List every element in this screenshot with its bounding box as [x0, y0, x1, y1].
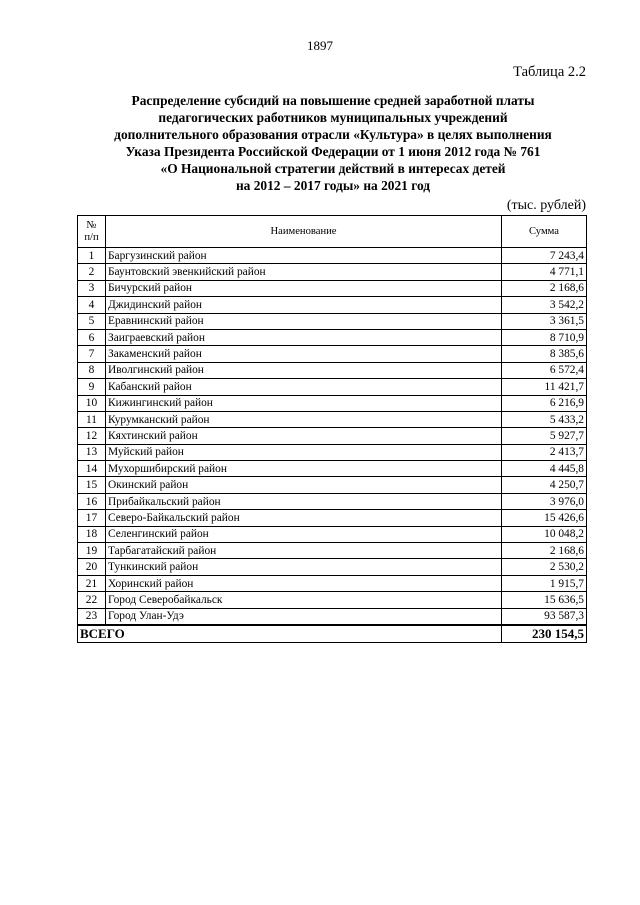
- row-name: Баргузинский район: [106, 248, 502, 264]
- row-num: 2: [78, 264, 106, 280]
- row-sum: 11 421,7: [502, 379, 587, 395]
- table-row: [78, 264, 587, 280]
- row-sum: 4 445,8: [502, 461, 587, 477]
- row-sum: 5 433,2: [502, 411, 587, 427]
- row-sum: 3 542,2: [502, 297, 587, 313]
- title-line: «О Национальной стратегии действий в интересах детей: [160, 161, 506, 176]
- row-name: Селенгинский район: [106, 526, 502, 542]
- total-sum: 230 154,5: [502, 625, 587, 643]
- page-number: 1897: [307, 38, 333, 53]
- row-name: Заиграевский район: [106, 329, 502, 345]
- row-name: Окинский район: [106, 477, 502, 493]
- table-row: [78, 461, 587, 477]
- row-num: 12: [78, 428, 106, 444]
- table-row: [78, 559, 587, 575]
- row-sum: 2 413,7: [502, 444, 587, 460]
- table-row: [78, 477, 587, 493]
- table-row: [78, 510, 587, 526]
- row-sum: 8 710,9: [502, 329, 587, 345]
- row-name: Бичурский район: [106, 280, 502, 296]
- row-name: Курумканский район: [106, 411, 502, 427]
- row-name: Город Северобайкальск: [106, 592, 502, 608]
- row-sum: 8 385,6: [502, 346, 587, 362]
- table-row: [78, 543, 587, 559]
- row-name: Иволгинский район: [106, 362, 502, 378]
- row-name: Еравнинский район: [106, 313, 502, 329]
- row-name: Тункинский район: [106, 559, 502, 575]
- row-sum: 10 048,2: [502, 526, 587, 542]
- total-label: ВСЕГО: [78, 625, 502, 643]
- row-num: 5: [78, 313, 106, 329]
- table-row: [78, 313, 587, 329]
- header-num-line1: №: [86, 219, 97, 231]
- row-num: 23: [78, 608, 106, 625]
- row-num: 6: [78, 329, 106, 345]
- row-num: 13: [78, 444, 106, 460]
- total-row: [78, 625, 587, 643]
- row-name: Кижингинский район: [106, 395, 502, 411]
- row-num: 18: [78, 526, 106, 542]
- row-num: 9: [78, 379, 106, 395]
- table-row: [78, 280, 587, 296]
- row-name: Закаменский район: [106, 346, 502, 362]
- row-sum: 6 216,9: [502, 395, 587, 411]
- row-name: Джидинский район: [106, 297, 502, 313]
- row-num: 20: [78, 559, 106, 575]
- row-num: 4: [78, 297, 106, 313]
- row-sum: 2 168,6: [502, 280, 587, 296]
- table-row: [78, 379, 587, 395]
- row-sum: 4 250,7: [502, 477, 587, 493]
- row-sum: 2 168,6: [502, 543, 587, 559]
- row-sum: 4 771,1: [502, 264, 587, 280]
- row-num: 16: [78, 493, 106, 509]
- row-num: 15: [78, 477, 106, 493]
- row-num: 10: [78, 395, 106, 411]
- table-row: [78, 428, 587, 444]
- header-num: [78, 216, 106, 248]
- row-num: 22: [78, 592, 106, 608]
- table-row: [78, 444, 587, 460]
- title-line: на 2012 – 2017 годы» на 2021 год: [235, 178, 431, 193]
- subsidy-table: [77, 215, 587, 643]
- row-sum: 2 530,2: [502, 559, 587, 575]
- row-sum: 6 572,4: [502, 362, 587, 378]
- row-num: 1: [78, 248, 106, 264]
- table-row: [78, 608, 587, 625]
- table-row: [78, 329, 587, 345]
- table-row: [78, 411, 587, 427]
- row-num: 17: [78, 510, 106, 526]
- document-title: [70, 92, 596, 194]
- row-sum: 93 587,3: [502, 608, 587, 625]
- row-num: 8: [78, 362, 106, 378]
- row-sum: 3 361,5: [502, 313, 587, 329]
- row-num: 14: [78, 461, 106, 477]
- header-name: Наименование: [106, 216, 502, 248]
- table-row: [78, 592, 587, 608]
- row-name: Мухоршибирский район: [106, 461, 502, 477]
- row-name: Кяхтинский район: [106, 428, 502, 444]
- table-header-row: [78, 216, 587, 248]
- row-name: Северо-Байкальский район: [106, 510, 502, 526]
- row-name: Кабанский район: [106, 379, 502, 395]
- header-num-line2: п/п: [84, 231, 99, 243]
- row-name: Город Улан-Удэ: [106, 608, 502, 625]
- table-label: Таблица 2.2: [513, 64, 586, 80]
- row-sum: 7 243,4: [502, 248, 587, 264]
- row-num: 21: [78, 575, 106, 591]
- row-sum: 1 915,7: [502, 575, 587, 591]
- units-label: (тыс. рублей): [506, 198, 586, 213]
- row-sum: 5 927,7: [502, 428, 587, 444]
- row-sum: 15 426,6: [502, 510, 587, 526]
- table-row: [78, 493, 587, 509]
- title-line: Распределение субсидий на повышение средней заработной платы: [131, 93, 535, 108]
- table-row: [78, 297, 587, 313]
- title-line: Указа Президента Российской Федерации от 1 июня 2012 года № 761: [125, 144, 541, 159]
- row-sum: 15 636,5: [502, 592, 587, 608]
- title-line: дополнительного образования отрасли «Культура» в целях выполнения: [114, 127, 552, 142]
- table-row: [78, 526, 587, 542]
- row-name: Баунтовский эвенкийский район: [106, 264, 502, 280]
- row-sum: 3 976,0: [502, 493, 587, 509]
- row-name: Хоринский район: [106, 575, 502, 591]
- row-num: 11: [78, 411, 106, 427]
- table-row: [78, 362, 587, 378]
- row-name: Прибайкальский район: [106, 493, 502, 509]
- row-num: 3: [78, 280, 106, 296]
- table-row: [78, 346, 587, 362]
- table-row: [78, 575, 587, 591]
- title-line: педагогических работников муниципальных учреждений: [158, 110, 508, 125]
- header-sum: Сумма: [502, 216, 587, 248]
- row-num: 19: [78, 543, 106, 559]
- table-row: [78, 395, 587, 411]
- row-name: Тарбагатайский район: [106, 543, 502, 559]
- row-num: 7: [78, 346, 106, 362]
- table-row: [78, 248, 587, 264]
- row-name: Муйский район: [106, 444, 502, 460]
